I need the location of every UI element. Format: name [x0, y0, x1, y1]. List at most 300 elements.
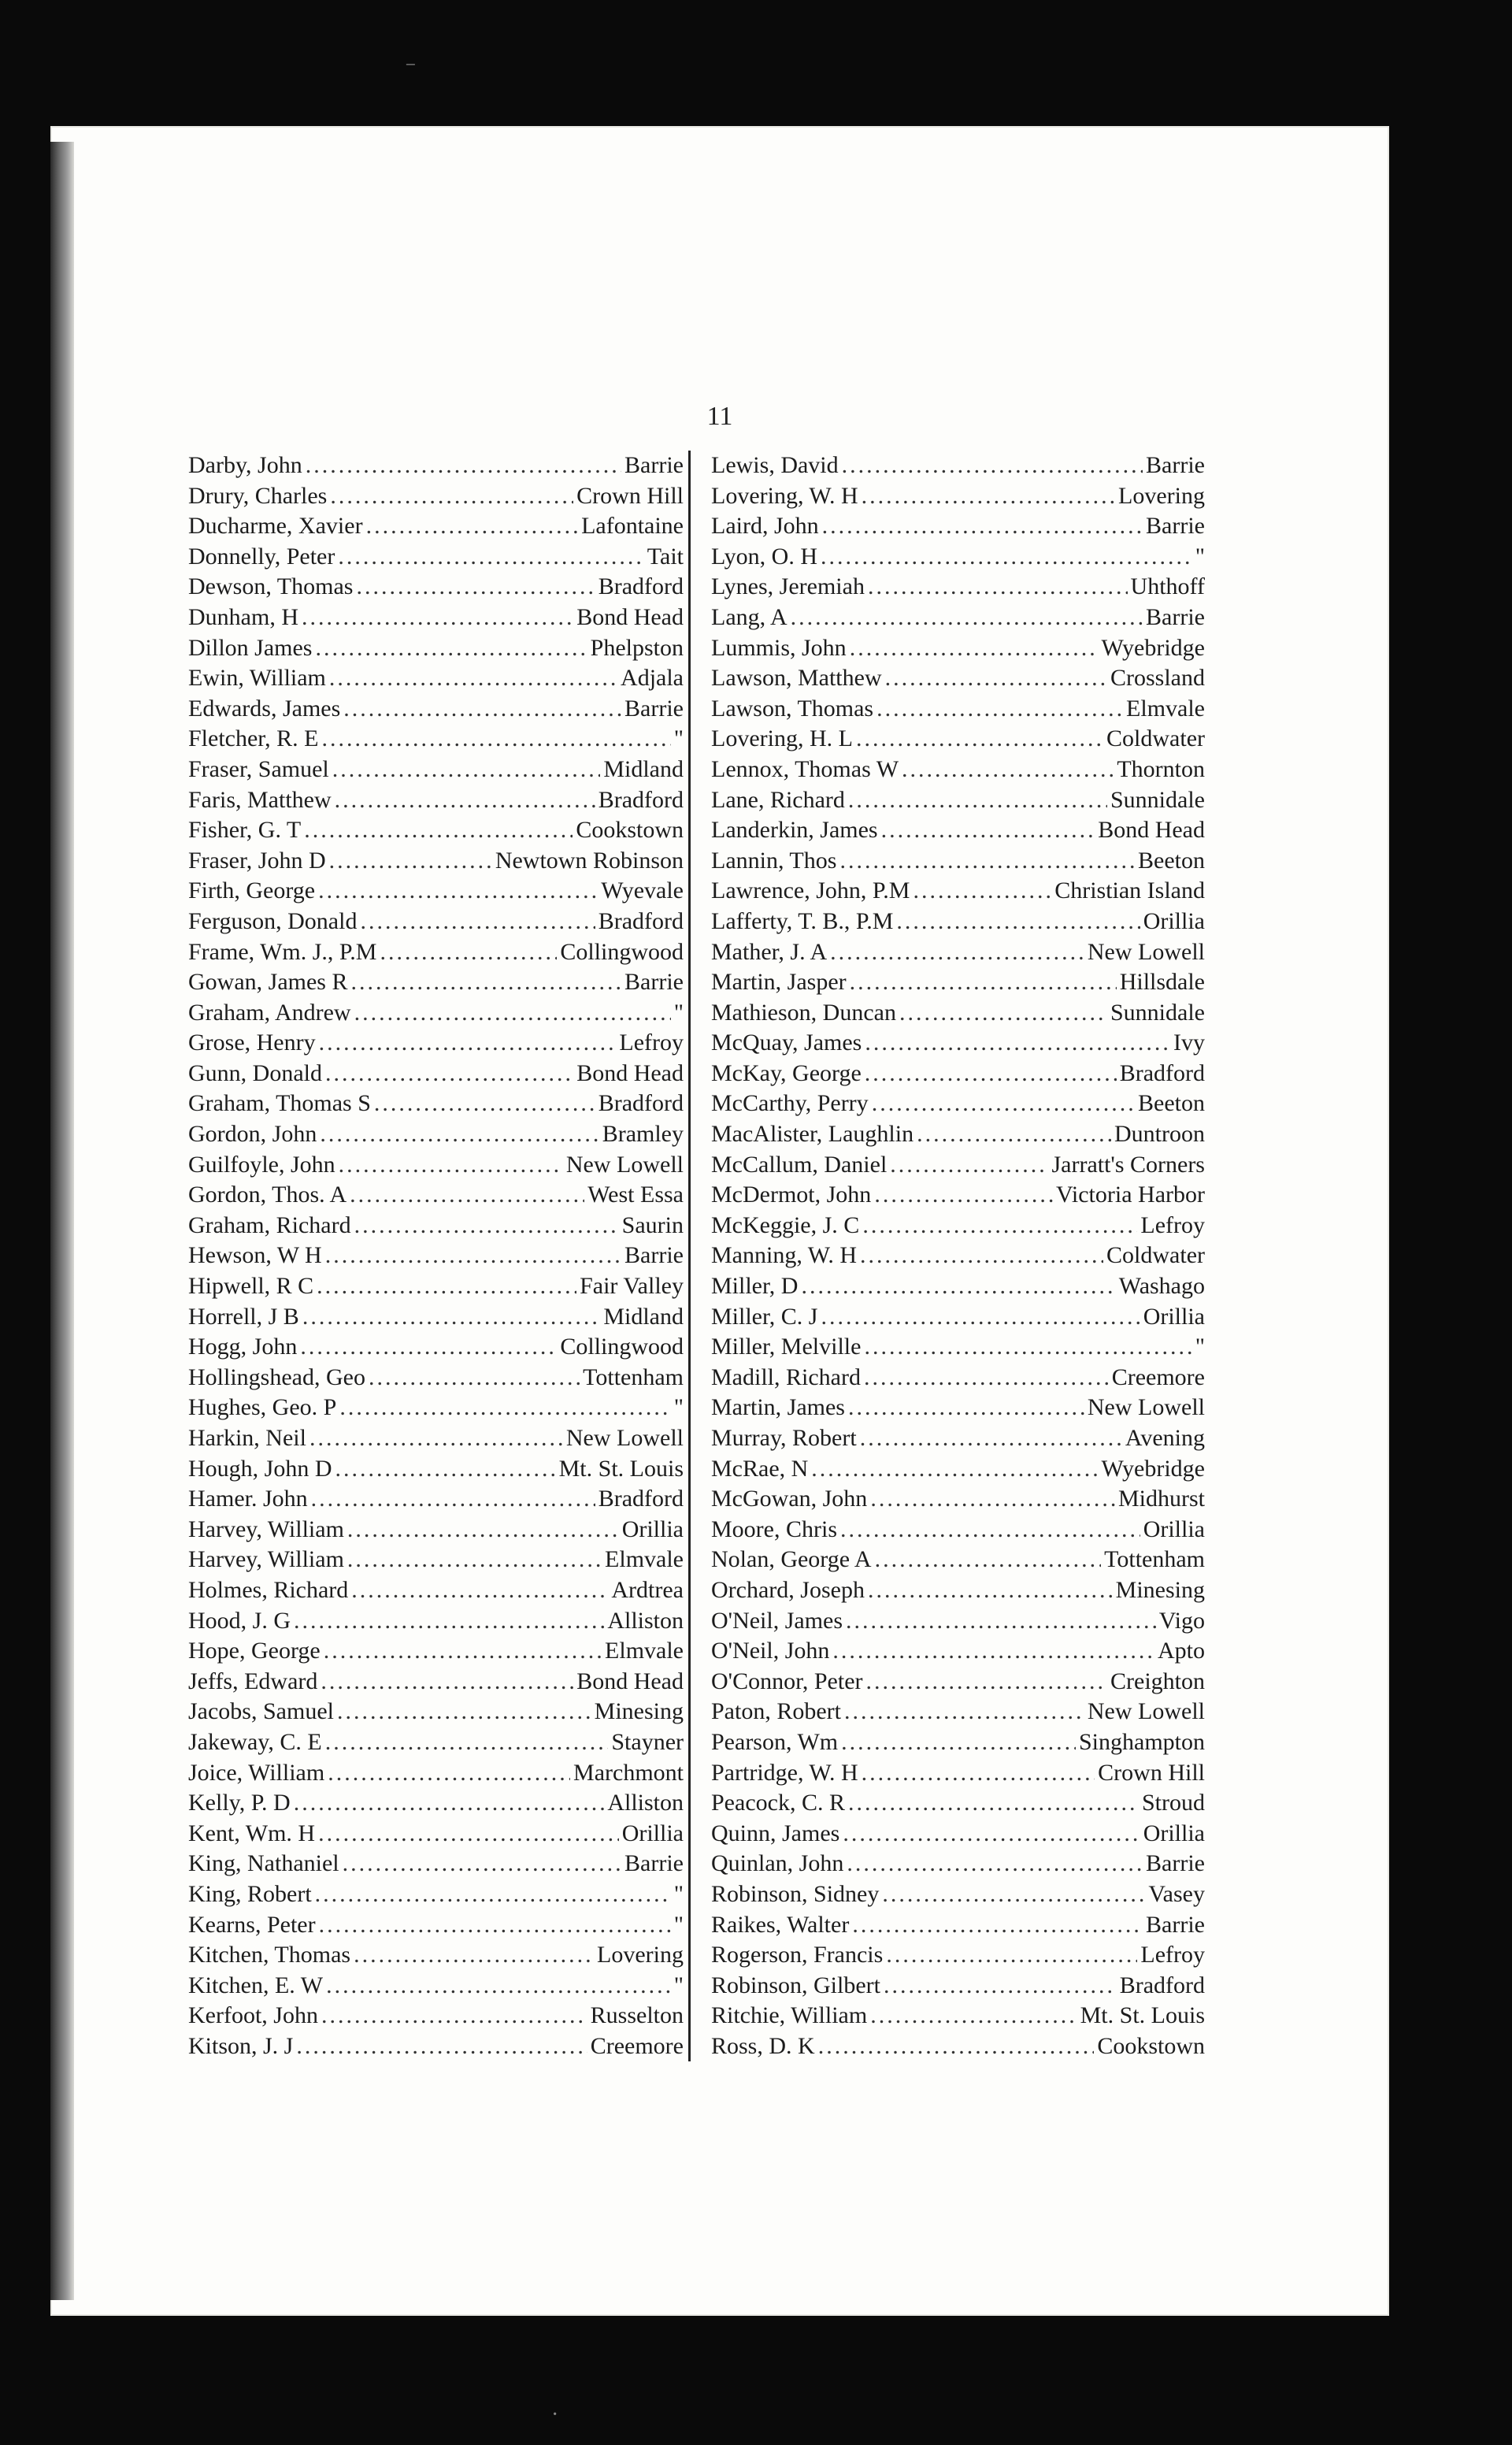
entry-place: " [673, 1394, 684, 1421]
leader-dots [328, 1758, 570, 1789]
directory-entry [705, 1819, 1205, 1850]
leader-dots [325, 1727, 609, 1758]
directory-entry [705, 1150, 1205, 1181]
entry-name: Jacobs, Samuel [188, 1698, 334, 1725]
entry-place: Bradford [598, 1090, 684, 1117]
entry-place: Barrie [624, 969, 684, 996]
entry-place: New Lowell [565, 1151, 684, 1178]
leader-dots [356, 572, 595, 603]
directory-entry [188, 1727, 688, 1758]
entry-name: Hamer. John [188, 1486, 308, 1512]
entry-name: Quinn, James [711, 1820, 840, 1846]
entry-name: Lewis, David [711, 452, 839, 478]
entry-place: Avening [1125, 1425, 1205, 1451]
leader-dots [844, 1697, 1084, 1727]
leader-dots [850, 633, 1099, 664]
entry-name: Manning, W. H [711, 1242, 858, 1269]
entry-place: Lafontaine [581, 513, 684, 540]
right-column [705, 451, 1205, 2061]
leader-dots [347, 1515, 619, 1545]
leader-dots [862, 481, 1115, 512]
leader-dots [840, 1515, 1140, 1545]
entry-name: Ritchie, William [711, 2002, 868, 2029]
leader-dots [329, 846, 492, 877]
leader-dots [319, 1028, 617, 1059]
scan-speck: · [551, 2402, 559, 2427]
directory-entry [188, 1940, 688, 1971]
directory-entry [705, 1180, 1205, 1211]
entry-name: Gowan, James R [188, 969, 348, 996]
leader-dots [881, 815, 1095, 846]
entry-name: Mathieson, Duncan [711, 999, 896, 1026]
leader-dots [811, 1454, 1098, 1485]
entry-name: Kitchen, Thomas [188, 1942, 351, 1968]
entry-place: Victoria Harbor [1056, 1182, 1205, 1208]
entry-name: Dewson, Thomas [188, 573, 354, 600]
leader-dots [864, 1363, 1109, 1393]
entry-place: Barrie [1146, 513, 1205, 540]
entry-name: Lane, Richard [711, 786, 845, 813]
entry-place: Crown Hill [1098, 1759, 1205, 1786]
leader-dots [302, 1302, 601, 1333]
directory-entry [188, 1211, 688, 1241]
entry-name: McKay, George [711, 1059, 862, 1086]
directory-entry [705, 846, 1205, 877]
directory-entry [188, 998, 688, 1029]
entry-place: New Lowell [1087, 938, 1205, 965]
leader-dots [325, 1059, 573, 1089]
entry-place: Lovering [1118, 482, 1205, 509]
directory-entry [705, 724, 1205, 755]
entry-name: Madill, Richard [711, 1363, 861, 1390]
entry-name: King, Robert [188, 1880, 312, 1907]
entry-name: Murray, Robert [711, 1425, 857, 1451]
entry-place: New Lowell [1087, 1698, 1205, 1725]
directory-entry [188, 1302, 688, 1333]
directory-entry [705, 663, 1205, 694]
entry-name: Ross, D. K [711, 2032, 815, 2059]
entry-name: McRae, N [711, 1455, 809, 1482]
entry-place: Elmvale [605, 1546, 684, 1573]
entry-place: Minesing [594, 1698, 684, 1725]
leader-dots [832, 1636, 1154, 1667]
directory-entry [705, 1667, 1205, 1697]
directory-entry [188, 1089, 688, 1119]
directory-entry [188, 694, 688, 725]
entry-name: Kitson, J. J [188, 2032, 294, 2059]
directory-entry [188, 937, 688, 968]
entry-place: Fair Valley [580, 1273, 684, 1300]
entry-name: Faris, Matthew [188, 786, 332, 813]
directory-entry [705, 451, 1205, 481]
entry-place: Tottenham [583, 1363, 684, 1390]
entry-place: Orillia [1143, 1303, 1205, 1330]
entry-place: Beeton [1138, 1090, 1205, 1117]
directory-entry [188, 663, 688, 694]
leader-dots [332, 755, 601, 785]
directory-entry [705, 1211, 1205, 1241]
directory-entry [705, 1940, 1205, 1971]
entry-place: Apto [1158, 1638, 1205, 1664]
directory-entry [705, 603, 1205, 633]
leader-dots [865, 1059, 1117, 1089]
leader-dots [848, 1393, 1084, 1423]
entry-name: O'Neil, James [711, 1607, 843, 1634]
entry-place: Collingwood [560, 938, 684, 965]
leader-dots [791, 603, 1143, 633]
entry-place: Saurin [621, 1211, 684, 1238]
scan-speck: ⁻ [405, 57, 417, 81]
entry-place: Orillia [1143, 1820, 1205, 1846]
entry-name: Paton, Robert [711, 1698, 841, 1725]
leader-dots [337, 1697, 591, 1727]
leader-dots [860, 1423, 1122, 1454]
leader-dots [311, 1484, 595, 1515]
leader-dots [890, 1150, 1048, 1181]
leader-dots [821, 542, 1192, 573]
directory-entry [705, 1059, 1205, 1089]
directory-entry [188, 815, 688, 846]
leader-dots [860, 1241, 1103, 1271]
directory-entry [188, 2001, 688, 2031]
entry-name: Robinson, Sidney [711, 1880, 880, 1907]
directory-entry [705, 1332, 1205, 1363]
directory-entry [188, 1119, 688, 1150]
entry-place: Barrie [1146, 603, 1205, 630]
entry-name: Ferguson, Donald [188, 907, 358, 934]
leader-dots [366, 511, 579, 542]
entry-name: Rogerson, Francis [711, 1942, 884, 1968]
entry-name: Harvey, William [188, 1546, 344, 1573]
directory-entry [188, 1636, 688, 1667]
entry-name: Nolan, George A [711, 1546, 872, 1573]
leader-dots [339, 1150, 563, 1181]
leader-dots [917, 1119, 1111, 1150]
entry-place: Orillia [1143, 1516, 1205, 1542]
entry-place: Bond Head [576, 1668, 684, 1694]
entry-name: Gordon, John [188, 1121, 317, 1148]
leader-dots [865, 1028, 1170, 1059]
entry-name: Lennox, Thomas W [711, 755, 899, 782]
leader-dots [884, 1971, 1117, 2002]
leader-dots [350, 967, 621, 998]
entry-place: Thornton [1117, 755, 1205, 782]
leader-dots [321, 724, 670, 755]
directory-entry [188, 1332, 688, 1363]
directory-entry [705, 1423, 1205, 1454]
entry-place: Barrie [1146, 1911, 1205, 1938]
entry-place: Stroud [1141, 1790, 1205, 1816]
entry-name: Mather, J. A [711, 938, 828, 965]
directory-entry [705, 1545, 1205, 1575]
entry-name: Hough, John D [188, 1455, 332, 1482]
entry-place: Creemore [1111, 1363, 1205, 1390]
leader-dots [843, 1819, 1140, 1850]
entry-place: Creemore [590, 2032, 684, 2059]
directory-page [50, 126, 1389, 2316]
entry-place: Newtown Robinson [495, 847, 684, 874]
directory-entry [705, 785, 1205, 816]
leader-dots [360, 907, 595, 937]
entry-place: Midhurst [1117, 1486, 1205, 1512]
directory-entry [188, 1758, 688, 1789]
leader-dots [842, 451, 1143, 481]
entry-place: Cookstown [1097, 2032, 1205, 2059]
directory-entry [188, 542, 688, 573]
entry-name: Guilfoyle, John [188, 1151, 335, 1178]
entry-name: Darby, John [188, 452, 302, 478]
entry-name: Lang, A [711, 603, 788, 630]
leader-dots [380, 937, 557, 968]
entry-place: " [673, 725, 684, 752]
directory-entry [188, 1059, 688, 1089]
directory-entry [705, 542, 1205, 573]
entry-place: Crossland [1110, 665, 1205, 692]
entry-place: Lefroy [1140, 1211, 1205, 1238]
entry-place: Wyevale [601, 877, 684, 904]
entry-place: Coldwater [1106, 1242, 1205, 1269]
directory-entry [188, 1363, 688, 1393]
directory-entry [188, 967, 688, 998]
entry-name: Lovering, W. H [711, 482, 858, 509]
directory-entry [705, 1241, 1205, 1271]
entry-place: Sunnidale [1110, 786, 1205, 813]
directory-entry [188, 1971, 688, 2002]
directory-entry [188, 1180, 688, 1211]
entry-place: New Lowell [565, 1425, 684, 1451]
directory-entry [705, 1302, 1205, 1333]
entry-name: Gunn, Donald [188, 1059, 322, 1086]
leader-dots [847, 1849, 1143, 1879]
page-number: 11 [706, 402, 733, 431]
directory-entry [188, 785, 688, 816]
entry-name: Miller, Melville [711, 1334, 862, 1360]
leader-dots [316, 633, 587, 664]
directory-entry [705, 2001, 1205, 2031]
leader-dots [862, 1211, 1137, 1241]
entry-name: Graham, Richard [188, 1211, 351, 1238]
leader-dots [335, 1454, 556, 1485]
leader-dots [350, 1180, 584, 1211]
entry-name: Peacock, C. R [711, 1790, 845, 1816]
leader-dots [862, 1758, 1095, 1789]
entry-place: Bond Head [576, 1059, 684, 1086]
entry-name: McCallum, Daniel [711, 1151, 888, 1178]
directory-entry [705, 1879, 1205, 1910]
entry-name: Hogg, John [188, 1334, 298, 1360]
entry-place: Elmvale [605, 1638, 684, 1664]
directory-entry [188, 1454, 688, 1485]
entry-place: Singhampton [1078, 1728, 1205, 1755]
entry-place: Bradford [598, 786, 684, 813]
entry-place: Phelpston [590, 634, 684, 661]
directory-entry [705, 1758, 1205, 1789]
leader-dots [325, 1241, 621, 1271]
leader-dots [876, 694, 1123, 725]
directory-entry [188, 633, 688, 664]
entry-place: Bond Head [1098, 817, 1205, 844]
directory-entry [705, 907, 1205, 937]
entry-name: McCarthy, Perry [711, 1090, 869, 1117]
directory-entry [705, 1119, 1205, 1150]
leader-dots [318, 1819, 619, 1850]
directory-entry [188, 907, 688, 937]
entry-place: Bond Head [576, 603, 684, 630]
entry-name: Donnelly, Peter [188, 543, 335, 570]
leader-dots [868, 572, 1128, 603]
leader-dots [875, 1545, 1102, 1575]
directory-entry [188, 1667, 688, 1697]
entry-name: Hope, George [188, 1638, 321, 1664]
leader-dots [347, 1545, 602, 1575]
directory-entry [188, 2031, 688, 2062]
directory-entry [705, 1028, 1205, 1059]
directory-entry [188, 1241, 688, 1271]
directory-entry [705, 572, 1205, 603]
entry-name: Fletcher, R. E [188, 725, 319, 752]
leader-dots [882, 1879, 1145, 1910]
directory-entry [705, 1089, 1205, 1119]
entry-name: O'Connor, Peter [711, 1668, 863, 1694]
directory-entry [188, 1606, 688, 1637]
entry-place: Tait [647, 543, 684, 570]
leader-dots [320, 1119, 598, 1150]
entry-name: Frame, Wm. J., P.M [188, 938, 377, 965]
entry-name: Jakeway, C. E [188, 1728, 322, 1755]
directory-entry [188, 876, 688, 907]
leader-dots [329, 663, 617, 694]
leader-dots [870, 1484, 1115, 1515]
entry-name: Lyon, O. H [711, 543, 817, 570]
leader-dots [343, 1849, 621, 1879]
entry-name: Lovering, H. L [711, 725, 853, 752]
entry-name: Lawson, Matthew [711, 665, 882, 692]
entry-place: Lefroy [619, 1030, 684, 1056]
leader-dots [369, 1363, 580, 1393]
entry-place: " [673, 1911, 684, 1938]
column-divider [688, 451, 691, 2061]
left-column [188, 451, 688, 2061]
leader-dots [315, 1879, 671, 1910]
entry-place: Duntroon [1114, 1121, 1205, 1148]
directory-entry [188, 1910, 688, 1941]
directory-entry [188, 1028, 688, 1059]
entry-place: New Lowell [1087, 1394, 1205, 1421]
directory-entry [705, 998, 1205, 1029]
page-binding-shadow [50, 142, 74, 2300]
leader-dots [866, 1667, 1107, 1697]
leader-dots [326, 1971, 671, 2002]
entry-place: Russelton [590, 2002, 684, 2029]
entry-name: Ewin, William [188, 665, 326, 692]
entry-name: Orchard, Joseph [711, 1576, 865, 1603]
leader-dots [841, 1727, 1076, 1758]
directory-entry [705, 1788, 1205, 1819]
leader-dots [856, 724, 1103, 755]
leader-dots [868, 1575, 1113, 1606]
entry-name: Dunham, H [188, 603, 298, 630]
entry-name: Miller, C. J [711, 1303, 818, 1330]
directory-entry [705, 1363, 1205, 1393]
entry-name: Pearson, Wm [711, 1728, 839, 1755]
leader-dots [872, 1089, 1135, 1119]
entry-name: Dillon James [188, 634, 313, 661]
leader-dots [899, 998, 1107, 1029]
entry-name: Holmes, Richard [188, 1576, 349, 1603]
directory-entry [705, 694, 1205, 725]
leader-dots [850, 967, 1117, 998]
entry-place: Marchmont [573, 1759, 684, 1786]
entry-place: Bradford [598, 1486, 684, 1512]
entry-name: Martin, James [711, 1394, 845, 1421]
entry-name: McKeggie, J. C [711, 1211, 860, 1238]
entry-name: Landerkin, James [711, 817, 878, 844]
entry-name: Lummis, John [711, 634, 847, 661]
entry-place: Jarratt's Corners [1051, 1151, 1205, 1178]
leader-dots [885, 663, 1107, 694]
entry-place: Vigo [1158, 1607, 1205, 1634]
entry-place: Tottenham [1104, 1546, 1205, 1573]
directory-entry [188, 511, 688, 542]
entry-name: King, Nathaniel [188, 1850, 339, 1877]
entry-place: Coldwater [1106, 725, 1205, 752]
entry-name: Kearns, Peter [188, 1911, 316, 1938]
leader-dots [306, 451, 621, 481]
entry-place: Minesing [1115, 1576, 1205, 1603]
entry-name: Lawson, Thomas [711, 695, 874, 722]
leader-dots [846, 1606, 1156, 1637]
leader-dots [896, 907, 1140, 937]
entry-place: Lefroy [1140, 1942, 1205, 1968]
leader-dots [354, 1940, 594, 1971]
entry-name: Hood, J. G [188, 1607, 291, 1634]
entry-name: Fraser, John D [188, 847, 326, 874]
entry-name: McGowan, John [711, 1486, 868, 1512]
leader-dots [374, 1089, 595, 1119]
entry-name: Martin, Jasper [711, 969, 847, 996]
directory-entry [705, 2031, 1205, 2062]
directory-entry [705, 1575, 1205, 1606]
directory-entry [705, 1727, 1205, 1758]
entry-place: Ivy [1173, 1030, 1205, 1056]
entry-place: Creighton [1110, 1668, 1205, 1694]
directory-entry [188, 1575, 688, 1606]
entry-place: Barrie [624, 1242, 684, 1269]
leader-dots [321, 2001, 587, 2031]
entry-name: Quinlan, John [711, 1850, 844, 1877]
entry-place: Bradford [1119, 1972, 1205, 1998]
leader-dots [338, 542, 643, 573]
entry-place: Bradford [598, 573, 684, 600]
leader-dots [351, 1575, 608, 1606]
entry-name: Moore, Chris [711, 1516, 837, 1542]
leader-dots [354, 998, 671, 1029]
entry-name: Drury, Charles [188, 482, 328, 509]
entry-name: Kitchen, E. W [188, 1972, 324, 1998]
directory-entry [705, 755, 1205, 785]
entry-place: West Essa [587, 1182, 684, 1208]
entry-place: " [673, 1880, 684, 1907]
leader-dots [848, 1788, 1139, 1819]
directory-entry [188, 1484, 688, 1515]
directory-entry [705, 481, 1205, 512]
directory-entry [188, 1545, 688, 1575]
entry-name: MacAlister, Laughlin [711, 1121, 914, 1148]
leader-dots [294, 1788, 605, 1819]
leader-dots [335, 785, 595, 816]
entry-place: Collingwood [560, 1334, 684, 1360]
entry-name: Grose, Henry [188, 1030, 316, 1056]
